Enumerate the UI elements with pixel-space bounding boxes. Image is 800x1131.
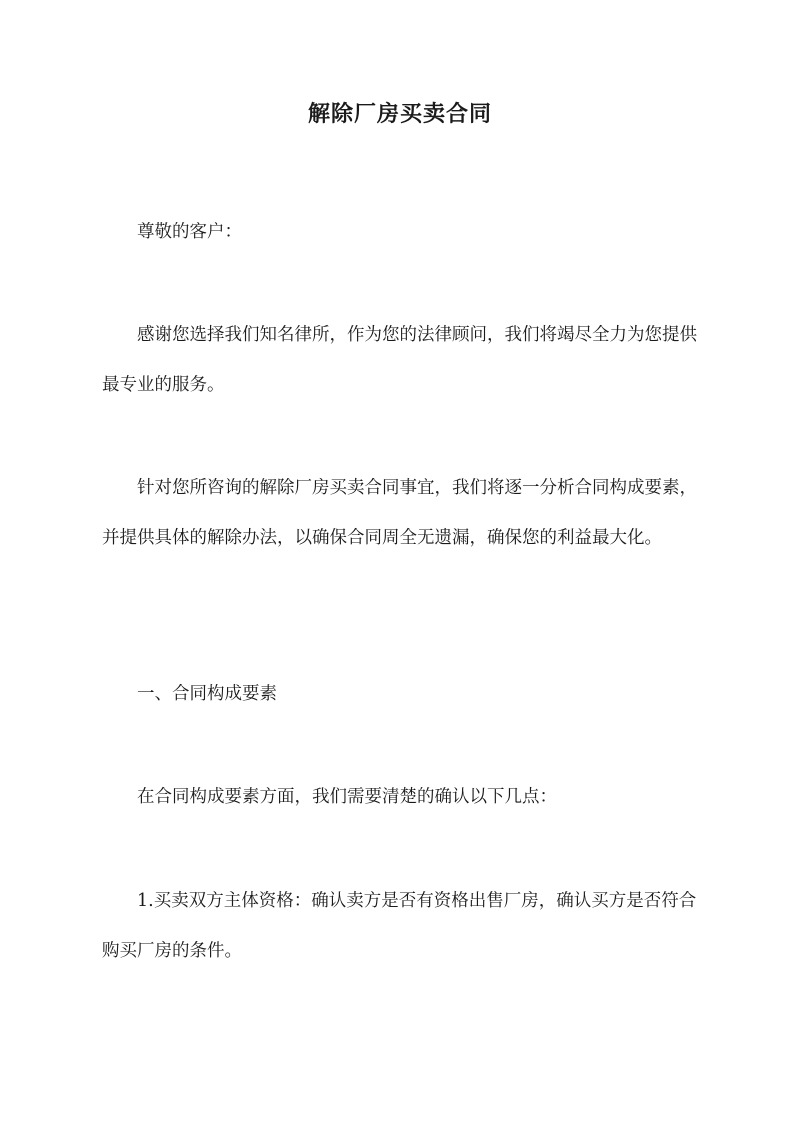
document-title: 解除厂房买卖合同	[307, 101, 492, 127]
greeting-paragraph: 尊敬的客户：	[137, 222, 242, 242]
section-intro-paragraph: 在合同构成要素方面，我们需要清楚的确认以下几点：	[137, 787, 557, 807]
section-heading: 一、合同构成要素	[137, 684, 277, 704]
regarding-paragraph: 针对您所咨询的解除厂房买卖合同事宜，我们将逐一分析合同构成要素，并提供具体的解除办法，以确保合同周全无遗漏，确保您的利益最大化。	[102, 478, 697, 548]
thanks-paragraph: 感谢您选择我们知名律所，作为您的法律顾问，我们将竭尽全力为您提供最专业的服务。	[102, 325, 697, 395]
list-item: 1.买卖双方主体资格：确认卖方是否有资格出售厂房，确认买方是否符合购买厂房的条件。	[102, 891, 697, 961]
